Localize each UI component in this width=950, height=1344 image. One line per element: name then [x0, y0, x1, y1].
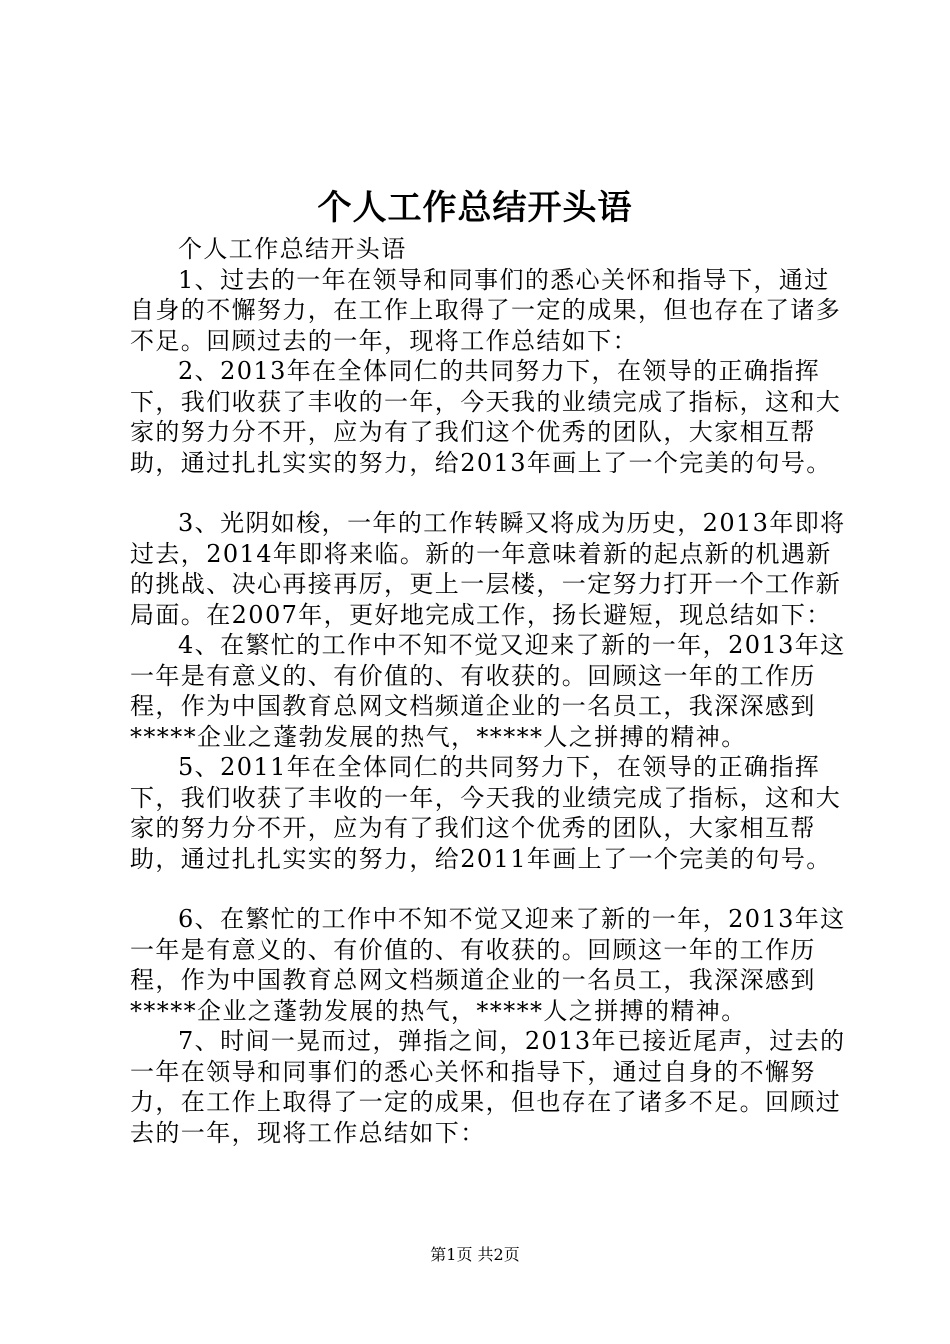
page-number-footer: 第1页 共2页	[430, 1245, 520, 1264]
paragraph-2: 2、2013年在全体同仁的共同努力下，在领导的正确指挥下，我们收获了丰收的一年，今天我的业绩完成了指标，这和大家的努力分不开，应为有了我们这个优秀的团队，大家相互帮助，通过扎扎实实的努力，给2013年画上了一个完美的句号。	[130, 357, 842, 477]
paragraph-1: 1、过去的一年在领导和同事们的悉心关怀和指导下，通过自身的不懈努力，在工作上取得了一定的成果，但也存在了诸多不足。回顾过去的一年，现将工作总结如下：	[130, 265, 842, 355]
document-subtitle: 个人工作总结开头语	[178, 235, 407, 263]
document-body	[130, 234, 846, 1148]
paragraph-3: 3、光阴如梭，一年的工作转瞬又将成为历史，2013年即将过去，2014年即将来临。新的一年意味着新的起点新的机遇新的挑战、决心再接再厉，更上一层楼，一定努力打开一个工作新局面。在2007年，更好地完成工作，扬长避短，现总结如下：	[130, 509, 846, 629]
document-title: 个人工作总结开头语	[317, 188, 633, 228]
paragraph-5: 5、2011年在全体同仁的共同努力下，在领导的正确指挥下，我们收获了丰收的一年，今天我的业绩完成了指标，这和大家的努力分不开，应为有了我们这个优秀的团队，大家相互帮助，通过扎扎实实的努力，给2011年画上了一个完美的句号。	[130, 753, 842, 873]
paragraph-4: 4、在繁忙的工作中不知不觉又迎来了新的一年，2013年这一年是有意义的、有价值的、有收获的。回顾这一年的工作历程，作为中国教育总网文档频道企业的一名员工，我深深感到*****企业之蓬勃发展的热气，*****人之拼搏的精神。	[130, 631, 846, 751]
paragraph-6: 6、在繁忙的工作中不知不觉又迎来了新的一年，2013年这一年是有意义的、有价值的、有收获的。回顾这一年的工作历程，作为中国教育总网文档频道企业的一名员工，我深深感到*****企业之蓬勃发展的热气，*****人之拼搏的精神。	[130, 905, 846, 1025]
paragraph-7: 7、时间一晃而过，弹指之间，2013年已接近尾声，过去的一年在领导和同事们的悉心关怀和指导下，通过自身的不懈努力，在工作上取得了一定的成果，但也存在了诸多不足。回顾过去的一年，现将工作总结如下：	[130, 1027, 846, 1147]
